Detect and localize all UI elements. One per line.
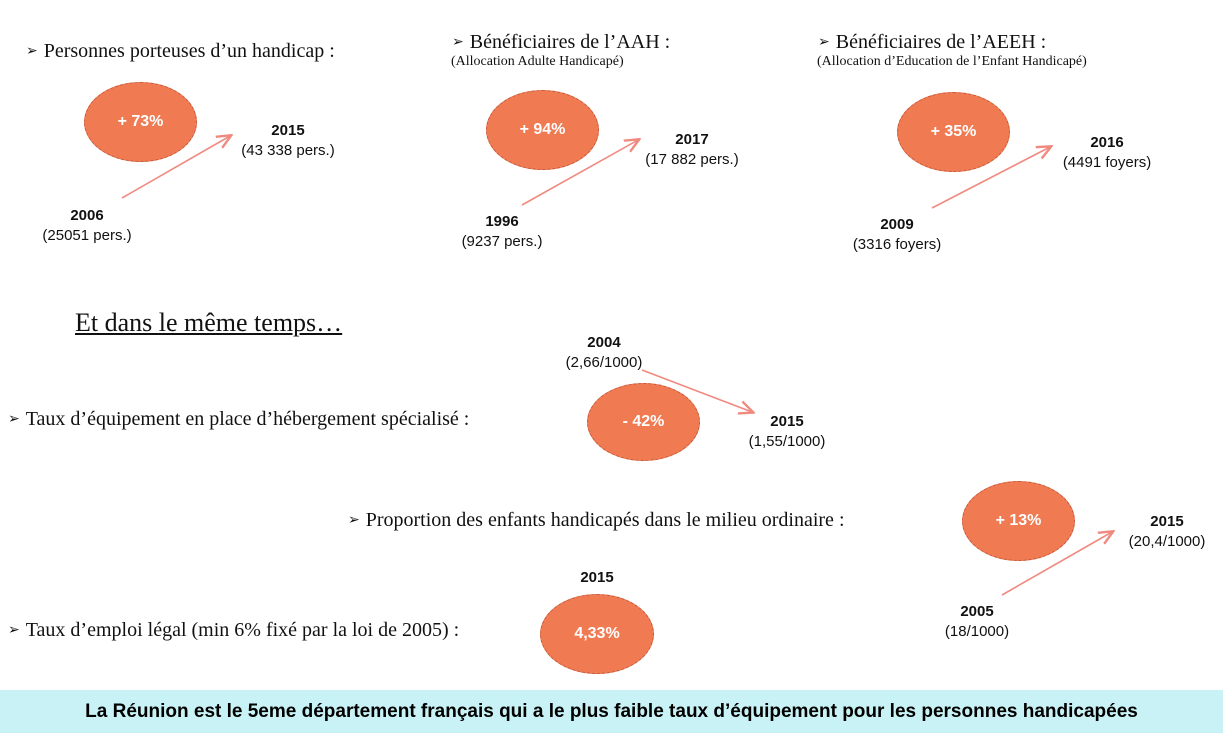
aeeh-end: 2016 (4491 foyers) — [1062, 134, 1152, 171]
aeeh-start: 2009 (3316 foyers) — [852, 216, 942, 253]
hebergement-end: 2015 (1,55/1000) — [748, 413, 826, 450]
aah-subtitle: (Allocation Adulte Handicapé) — [451, 54, 624, 69]
hebergement-start: 2004 (2,66/1000) — [565, 334, 643, 371]
footer-banner — [0, 690, 1223, 733]
aeeh-subtitle: (Allocation d’Education de l’Enfant Handicapé) — [817, 54, 1087, 69]
arrowhead-bullet-icon: ➢ — [8, 623, 20, 638]
enfants-badge: + 13% — [962, 481, 1075, 561]
emploi-year: 2015 — [580, 569, 614, 586]
handicap-end: 2015 (43 338 pers.) — [241, 122, 335, 159]
footer-text: La Réunion est le 5eme département français qui a le plus faible taux d’équipement pour les personnes handicapées — [85, 700, 1138, 722]
emploi-title: ➢ Taux d’emploi légal (min 6% fixé par la loi de 2005) : — [8, 619, 460, 641]
aeeh-badge: + 35% — [897, 92, 1010, 172]
middle-heading: Et dans le même temps… — [75, 308, 343, 337]
arrowhead-bullet-icon: ➢ — [452, 35, 464, 50]
arrowhead-bullet-icon: ➢ — [818, 35, 830, 50]
arrowhead-bullet-icon: ➢ — [8, 412, 20, 427]
hebergement-title: ➢ Taux d’équipement en place d’hébergement spécialisé : — [8, 408, 470, 430]
handicap-start: 2006 (25051 pers.) — [42, 207, 132, 244]
aeeh-title: ➢ Bénéficiaires de l’AEEH : — [818, 31, 1047, 53]
enfants-title: ➢ Proportion des enfants handicapés dans le milieu ordinaire : — [348, 509, 845, 531]
aah-end: 2017 (17 882 pers.) — [645, 131, 739, 168]
aah-title: ➢ Bénéficiaires de l’AAH : — [452, 31, 671, 53]
arrowhead-bullet-icon: ➢ — [26, 44, 38, 59]
enfants-start: 2005 (18/1000) — [944, 603, 1010, 640]
handicap-badge: + 73% — [84, 82, 197, 162]
handicap-title: ➢ Personnes porteuses d’un handicap : — [26, 40, 335, 62]
emploi-badge: 4,33% — [540, 594, 654, 674]
enfants-end: 2015 (20,4/1000) — [1128, 513, 1206, 550]
aah-badge: + 94% — [486, 90, 599, 170]
aah-start: 1996 (9237 pers.) — [461, 213, 543, 250]
arrowhead-bullet-icon: ➢ — [348, 513, 360, 528]
hebergement-badge: - 42% — [587, 383, 700, 461]
